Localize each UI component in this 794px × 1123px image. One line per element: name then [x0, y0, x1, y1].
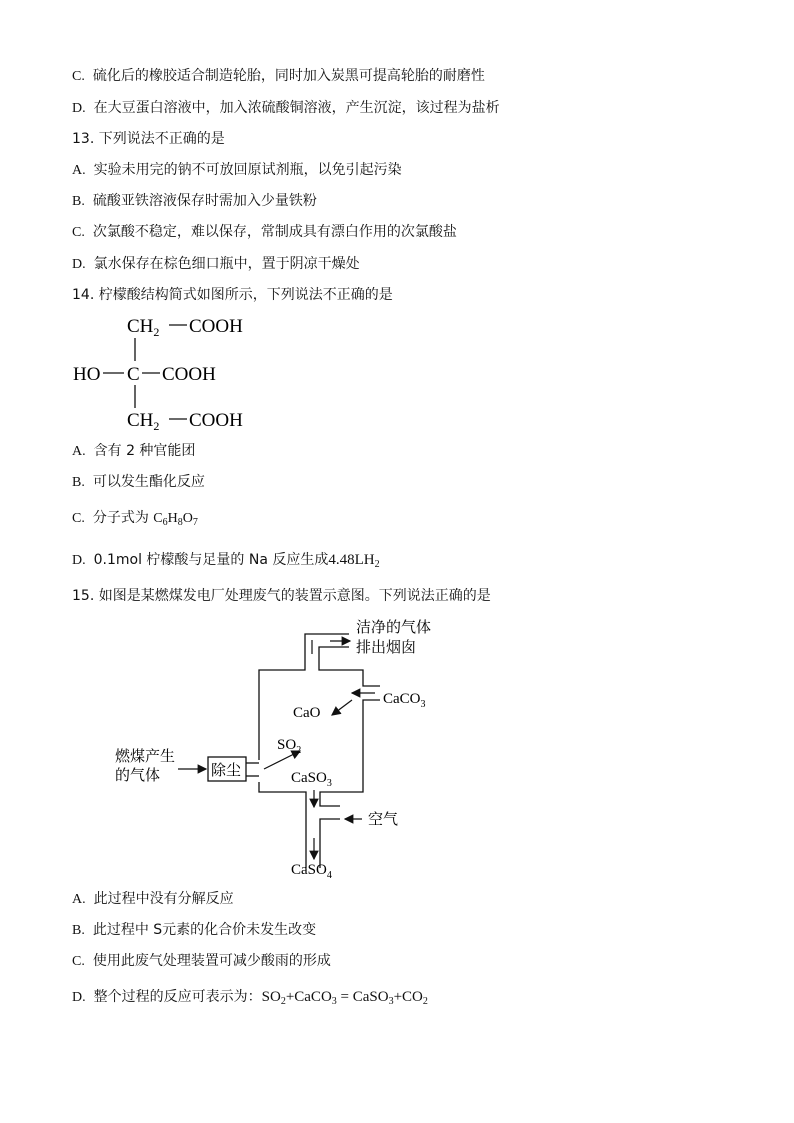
chamber-wall-right [320, 700, 380, 806]
q15-option-d [72, 987, 428, 1012]
ch2-top: $CH_2$ [127, 316, 160, 339]
option-text: 此过程中没有分解反应 [93, 891, 234, 907]
option-letter: D. [72, 990, 86, 1005]
option-text: 可以发生酯化反应 [92, 474, 205, 490]
option-letter: B. [72, 194, 85, 209]
cao-label: CaO [293, 705, 321, 721]
q15-stem: 15. 如图是某燃煤发电厂处理废气的装置示意图。下列说法正确的是 [72, 588, 491, 604]
q14-stem: 14. 柠檬酸结构简式如图所示，下列说法不正确的是 [72, 287, 393, 303]
cooh-top: COOH [189, 316, 243, 337]
q13-option-b [72, 191, 317, 212]
option-text: 在大豆蛋白溶液中，加入浓硫酸铜溶液，产生沉淀，该过程为盐析 [93, 100, 500, 116]
option-text: 硫酸亚铁溶液保存时需加入少量铁粉 [92, 193, 317, 209]
option-text: 硫化后的橡胶适合制造轮胎，同时加入炭黑可提高轮胎的耐磨性 [92, 68, 485, 84]
option-letter: D. [72, 257, 86, 272]
q15-option-c [72, 951, 331, 972]
cooh-middle: COOH [162, 364, 216, 385]
chimney-inner-wall [319, 647, 349, 657]
q13-stem: 13. 下列说法不正确的是 [72, 131, 225, 147]
option-letter: D. [72, 101, 86, 116]
q14-option-d [72, 550, 380, 575]
option-letter: C. [72, 225, 85, 240]
option-text: 次氯酸不稳定，难以保存，常制成具有漂白作用的次氯酸盐 [92, 224, 457, 240]
citric-acid-structure [66, 308, 266, 438]
so2-label: $SO_2$ [277, 737, 302, 756]
chamber-wall-bottom-left [259, 782, 306, 868]
caco3-label: CaCO$_3$ [383, 691, 426, 710]
gas-volume: $4.48LH_2$ [328, 552, 380, 570]
q15-option-b [72, 920, 316, 941]
chamber-wall-left [259, 634, 349, 760]
coal-gas-label-line1: 燃煤产生 [115, 747, 176, 765]
option-letter: B. [72, 475, 85, 490]
molecular-formula: $C_6H_8O_7$ [153, 511, 198, 528]
option-text: 0.1mol 柠檬酸与足量的 Na 反应生成 [93, 552, 329, 568]
q12-option-c [72, 66, 485, 87]
option-letter: C. [72, 511, 85, 526]
option-text: 使用此废气处理装置可减少酸雨的形成 [92, 953, 331, 969]
air-label: 空气 [368, 810, 399, 828]
ho-group: HO [73, 364, 101, 385]
q15-option-a [72, 889, 234, 910]
chimney-label: 排出烟囱 [356, 638, 417, 656]
option-letter: D. [72, 553, 86, 568]
ch2-bottom: $CH_2$ [127, 410, 160, 433]
cooh-bottom: COOH [189, 410, 243, 431]
option-text: 分子式为 [92, 510, 154, 526]
q13-option-a [72, 160, 402, 181]
option-text: 含有 2 种官能团 [93, 443, 196, 459]
central-carbon: C [127, 364, 140, 385]
flue-gas-apparatus-diagram [100, 610, 460, 885]
q14-option-b [72, 472, 205, 493]
q14-option-c [72, 508, 198, 533]
caso3-label: CaSO$_3$ [291, 770, 332, 789]
outlet-wall-right [320, 819, 340, 868]
coal-gas-label-line2: 的气体 [115, 766, 161, 784]
option-letter: C. [72, 954, 85, 969]
option-text: 整个过程的反应可表示为： [93, 989, 262, 1005]
q14-option-a [72, 441, 195, 462]
option-text: 此过程中 S元素的化合价未发生改变 [92, 922, 317, 938]
option-letter: B. [72, 923, 85, 938]
q12-option-d [72, 98, 500, 119]
chamber-wall-right-top [319, 657, 380, 686]
q13-option-d [72, 254, 360, 275]
option-text: 实验未用完的钠不可放回原试剂瓶，以免引起污染 [93, 162, 402, 178]
option-text: 氯水保存在棕色细口瓶中，置于阴凉干燥处 [93, 256, 360, 272]
caso4-label: CaSO$_4$ [291, 862, 332, 881]
option-letter: A. [72, 892, 86, 907]
clean-gas-label: 洁净的气体 [356, 618, 432, 636]
q13-option-c [72, 222, 457, 243]
option-letter: A. [72, 163, 86, 178]
reaction-equation: $SO_2+CaCO_3$ = $CaSO_3+CO_2$ [261, 989, 428, 1007]
option-letter: A. [72, 444, 86, 459]
option-letter: C. [72, 69, 85, 84]
so2-arrow [264, 751, 300, 769]
cao-arrow [332, 700, 352, 715]
dust-removal-label: 除尘 [211, 761, 242, 779]
